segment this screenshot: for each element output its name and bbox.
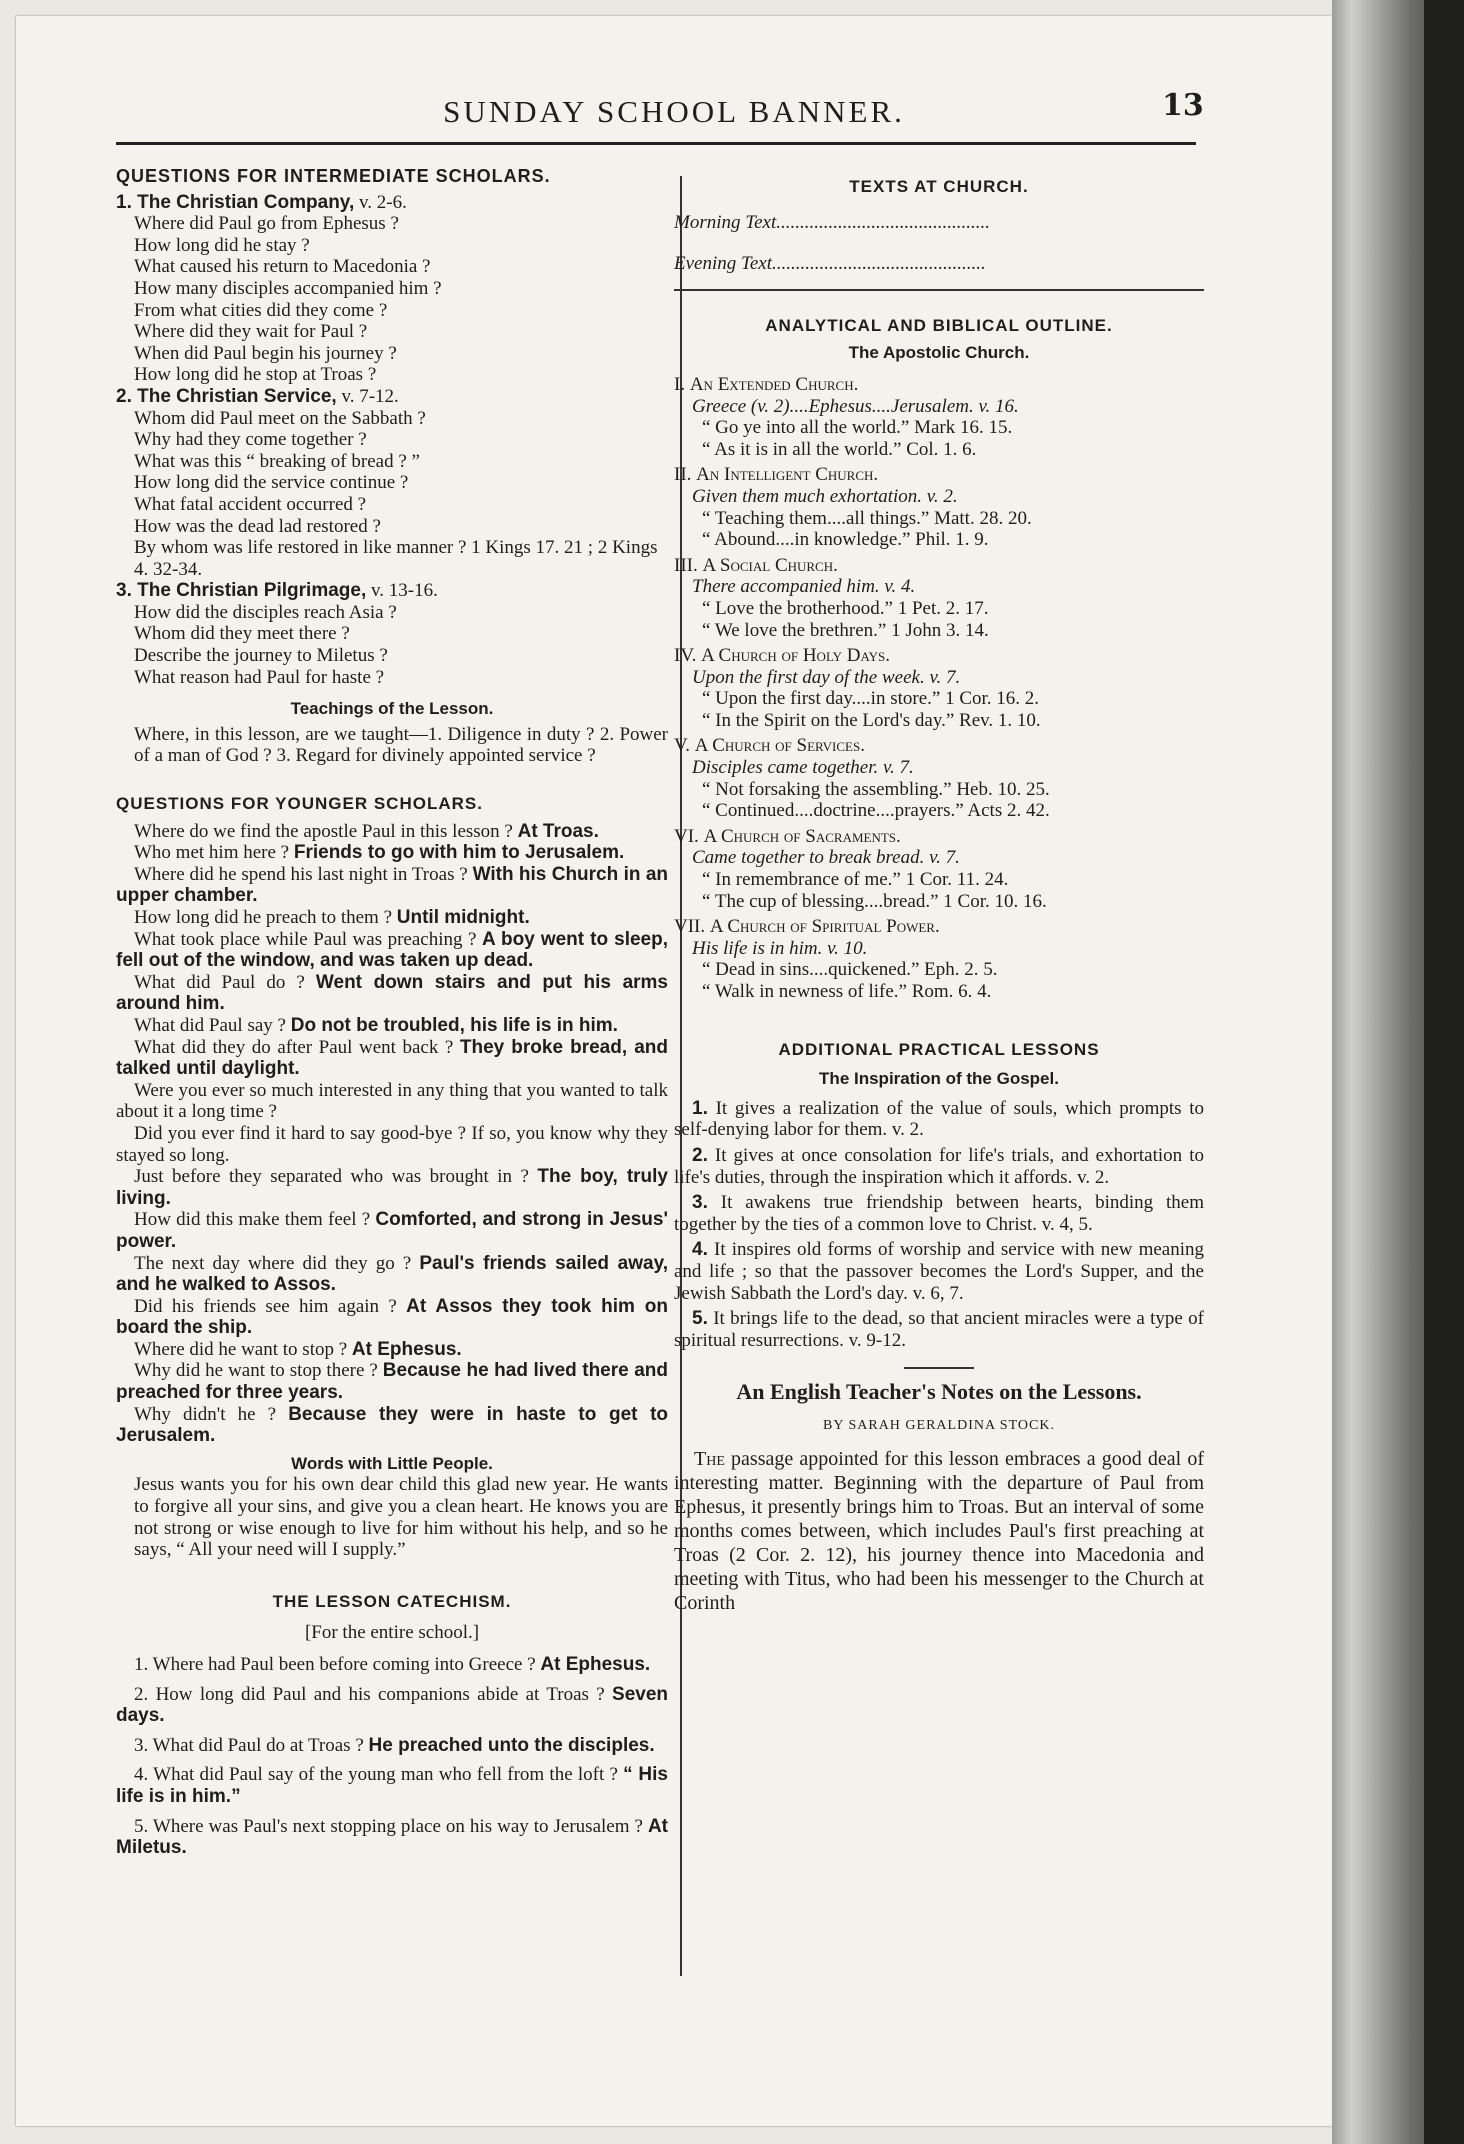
catechism-heading: THE LESSON CATECHISM. <box>272 1591 512 1611</box>
question-line: How did the disciples reach Asia ? <box>134 601 397 623</box>
outline-reference: “ Not forsaking the assembling.” Heb. 10. 25. <box>702 778 1050 800</box>
question-line: From what cities did they come ? <box>134 299 388 321</box>
catechism-item <box>116 1684 668 1727</box>
question-line: How long did the service continue ? <box>134 472 409 494</box>
page-number: 13 <box>1162 88 1204 123</box>
notes-text: passage appointed for this lesson embraces a good deal of interesting matter. Beginning with the departure of Paul from Ephesus, it presently brings him to Troas. But an interval of some months comes between, which includes Paul's first preaching at Troas (2 Cor. 2. 12), his journey thence into Macedonia and meeting with Titus, who had been his messenger to the Church at Corinth <box>674 1447 1204 1614</box>
outline-reference: “ In remembrance of me.” 1 Cor. 11. 24. <box>702 869 1009 891</box>
qa-item <box>116 1253 668 1296</box>
intermediate-heading: QUESTIONS FOR INTERMEDIATE SCHOLARS. <box>116 166 551 186</box>
practical-text: It awakens true friendship between hearts, binding them together by the ties of a common love to Christ. v. 4, 5. <box>674 1192 1205 1235</box>
answer-text: Do not be troubled, his life is in him. <box>290 1014 618 1036</box>
question-text: Did his friends see him again ? <box>134 1295 397 1317</box>
catechism-question: 4. What did Paul say of the young man who fell from the loft ? <box>134 1764 618 1786</box>
catechism-list <box>116 1654 668 1859</box>
intermediate-questions <box>116 192 668 689</box>
section-ref: v. 2-6. <box>354 191 407 213</box>
outline-title: A Social Church. <box>702 554 838 576</box>
teachings-heading: Teachings of the Lesson. <box>290 699 494 719</box>
question-text: Did you ever find it hard to say good-bye ? If so, you know why they stayed so long. <box>116 1122 668 1166</box>
question-text: How did this make them feel ? <box>134 1209 371 1231</box>
catechism-item <box>116 1735 668 1757</box>
answer-text: At Ephesus. <box>351 1338 462 1360</box>
catechism-answer: Seven days. <box>116 1683 669 1727</box>
answer-text: Went down stairs and put his arms around him. <box>116 971 668 1015</box>
question-line: Describe the journey to Miletus ? <box>134 645 388 667</box>
practical-item <box>674 1308 1204 1351</box>
qa-item <box>116 929 668 972</box>
answer-text: Paul's friends sailed away, and he walked to Assos. <box>116 1252 669 1296</box>
outline-list <box>674 374 1204 1003</box>
outline-subtitle: The Apostolic Church. <box>848 343 1030 363</box>
outline-lead: Given them much exhortation. v. 2. <box>692 485 958 507</box>
question-text: Where did he spend his last night in Troas ? <box>134 863 468 885</box>
outline-reference: “ The cup of blessing....bread.” 1 Cor. 10. 16. <box>702 890 1047 912</box>
answer-text: Comforted, and strong in Jesus' power. <box>116 1209 668 1252</box>
question-line: What caused his return to Macedonia ? <box>134 256 431 278</box>
answer-text: A boy went to sleep, fell out of the window, and was taken up dead. <box>116 928 668 972</box>
outline-title: A Church of Holy Days. <box>701 645 891 667</box>
outline-lead: Came together to break bread. v. 7. <box>692 847 960 869</box>
question-text: Were you ever so much interested in any thing that you wanted to talk about it a long time ? <box>116 1079 668 1123</box>
catechism-answer: He preached unto the disciples. <box>368 1734 655 1756</box>
catechism-item <box>116 1654 668 1676</box>
qa-item <box>116 1123 668 1166</box>
catechism-question: 3. What did Paul do at Troas ? <box>134 1734 364 1756</box>
outline-heading-line <box>674 735 1204 757</box>
question-text: Who met him here ? <box>134 842 290 864</box>
question-line: By whom was life restored in like manner ? 1 Kings 17. 21 ; 2 Kings 4. 32-34. <box>134 537 658 580</box>
outline-heading-line <box>674 645 1204 667</box>
outline-title: A Church of Sacraments. <box>703 825 901 847</box>
question-text: The next day where did they go ? <box>134 1252 412 1274</box>
catechism-item <box>116 1764 668 1807</box>
question-text: What did Paul say ? <box>134 1014 286 1036</box>
question-text: What took place while Paul was preaching ? <box>134 928 477 950</box>
outline-reference: “ Teaching them....all things.” Matt. 28. 20. <box>702 507 1032 529</box>
question-line: How long did he stop at Troas ? <box>134 364 377 386</box>
section-title-text: 3. The Christian Pilgrimage, <box>116 580 367 602</box>
question-text: How long did he preach to them ? <box>134 907 393 928</box>
question-text: Where do we find the apostle Paul in this lesson ? <box>134 820 513 842</box>
outline-lead: Greece (v. 2)....Ephesus....Jerusalem. v. 16. <box>692 395 1019 417</box>
qa-item <box>116 864 668 907</box>
qa-item <box>116 1404 668 1447</box>
question-text: Where did he want to stop ? <box>134 1338 348 1360</box>
question-text: What did Paul do ? <box>134 971 305 993</box>
question-line: How many disciples accompanied him ? <box>134 277 442 299</box>
question-line: Why had they come together ? <box>134 429 367 451</box>
outline-number: III. <box>674 554 698 576</box>
catechism-answer: At Miletus. <box>116 1815 668 1859</box>
notes-body <box>674 1447 1204 1615</box>
practical-number: 5. <box>692 1308 708 1330</box>
question-line: How was the dead lad restored ? <box>134 515 381 537</box>
question-line: Whom did Paul meet on the Sabbath ? <box>134 407 426 429</box>
section-ref: v. 13-16. <box>366 580 438 602</box>
section-ref: v. 7-12. <box>336 385 399 407</box>
question-line: Where did they wait for Paul ? <box>134 321 368 343</box>
qa-item <box>116 1360 668 1403</box>
page-sheet <box>16 16 1332 2126</box>
section-title-text: 2. The Christian Service, <box>116 385 337 407</box>
texts-rule <box>674 289 1204 291</box>
outline-heading: ANALYTICAL AND BIBLICAL OUTLINE. <box>765 315 1113 335</box>
practical-text: It gives at once consolation for life's trials, and exhortation to life's duties, through the inspiration which it affords. v. 2. <box>674 1144 1204 1188</box>
outline-reference: “ We love the brethren.” 1 John 3. 14. <box>702 619 989 641</box>
outline-heading-line <box>674 916 1204 938</box>
practical-heading: ADDITIONAL PRACTICAL LESSONS <box>778 1039 1100 1059</box>
outline-number: VI. <box>674 825 699 847</box>
qa-item <box>116 1166 668 1209</box>
answer-text: Because they were in haste to get to Jerusalem. <box>116 1403 669 1447</box>
outline-number: VII. <box>674 916 706 938</box>
qa-item <box>116 821 668 843</box>
outline-heading-line <box>674 464 1204 486</box>
answer-text: The boy, truly living. <box>116 1166 668 1209</box>
outline-lead: There accompanied him. v. 4. <box>692 576 916 598</box>
question-text: Why didn't he ? <box>134 1403 277 1425</box>
catechism-subtitle: [For the entire school.] <box>304 1622 480 1644</box>
outline-number: IV. <box>674 645 697 667</box>
outline-number: II. <box>674 464 692 486</box>
practical-subtitle: The Inspiration of the Gospel. <box>819 1069 1059 1089</box>
book-edge-shadow <box>1424 0 1464 2144</box>
notes-byline: BY SARAH GERALDINA STOCK. <box>823 1418 1055 1434</box>
outline-reference: “ In the Spirit on the Lord's day.” Rev. 1. 10. <box>702 709 1041 731</box>
teachings-text: Where, in this lesson, are we taught—1. Diligence in duty ? 2. Power of a man of God ? 3. Regard for divinely appointed service ? <box>134 723 668 767</box>
catechism-answer: At Ephesus. <box>540 1654 651 1675</box>
outline-heading-line <box>674 555 1204 577</box>
younger-heading: QUESTIONS FOR YOUNGER SCHOLARS. <box>116 794 483 814</box>
outline-reference: “ As it is in all the world.” Col. 1. 6. <box>702 438 977 460</box>
practical-item <box>674 1239 1204 1304</box>
morning-text-label: Morning Text <box>674 211 777 233</box>
catechism-question: 2. How long did Paul and his companions abide at Troas ? <box>134 1683 605 1705</box>
notes-rule <box>904 1367 974 1369</box>
question-line: When did Paul begin his journey ? <box>134 342 397 364</box>
header-rule <box>116 142 1196 145</box>
outline-title: A Church of Spiritual Power. <box>709 916 940 938</box>
morning-text-dots: ............................................. <box>776 211 990 233</box>
texts-heading: TEXTS AT CHURCH. <box>849 177 1029 196</box>
practical-item <box>674 1145 1204 1188</box>
outline-title: A Church of Services. <box>694 735 865 757</box>
outline-lead: Upon the first day of the week. v. 7. <box>692 666 961 688</box>
practical-number: 1. <box>692 1097 708 1119</box>
question-line: Where did Paul go from Ephesus ? <box>134 213 399 235</box>
qa-item <box>116 1037 668 1080</box>
outline-reference: “ Love the brotherhood.” 1 Pet. 2. 17. <box>702 597 989 619</box>
answer-text: At Assos they took him on board the ship. <box>116 1295 669 1339</box>
practical-number: 4. <box>692 1239 708 1261</box>
outline-reference: “ Abound....in knowledge.” Phil. 1. 9. <box>702 529 989 551</box>
practical-list <box>674 1098 1204 1352</box>
question-line: What reason had Paul for haste ? <box>134 666 385 688</box>
catechism-item <box>116 1816 668 1859</box>
outline-lead: His life is in him. v. 10. <box>692 937 868 959</box>
answer-text: Until midnight. <box>396 907 530 928</box>
answer-text: Friends to go with him to Jerusalem. <box>293 842 625 864</box>
qa-item <box>116 1209 668 1252</box>
section-title <box>116 580 668 602</box>
answer-text: They broke bread, and talked until daylight. <box>116 1036 668 1080</box>
section-title-text: 1. The Christian Company, <box>116 191 355 213</box>
practical-text: It brings life to the dead, so that ancient miracles were a type of spiritual resurrections. v. 9-12. <box>674 1308 1204 1351</box>
evening-text-dots: ............................................. <box>771 253 986 275</box>
qa-item <box>116 842 668 864</box>
words-heading: Words with Little People. <box>291 1453 493 1473</box>
answer-text: At Troas. <box>517 820 599 842</box>
question-line: Whom did they meet there ? <box>134 623 350 645</box>
outline-heading-line <box>674 826 1204 848</box>
outline-number: I. <box>674 373 686 395</box>
younger-questions <box>116 821 668 1447</box>
outline-reference: “ Dead in sins....quickened.” Eph. 2. 5. <box>702 959 998 981</box>
evening-text-label: Evening Text <box>674 253 772 275</box>
outline-reference: “ Go ye into all the world.” Mark 16. 15. <box>702 417 1013 439</box>
question-text: What did they do after Paul went back ? <box>134 1036 454 1058</box>
outline-lead: Disciples came together. v. 7. <box>692 757 914 779</box>
practical-item <box>674 1192 1204 1235</box>
outline-heading-line <box>674 374 1204 396</box>
catechism-question: 5. Where was Paul's next stopping place on his way to Jerusalem ? <box>134 1815 643 1837</box>
question-line: How long did he stay ? <box>134 234 310 256</box>
outline-title: An Extended Church. <box>689 373 859 395</box>
question-text: Why did he want to stop there ? <box>134 1360 378 1382</box>
practical-item <box>674 1098 1204 1141</box>
right-column <box>674 166 1204 1615</box>
qa-item <box>116 1080 668 1123</box>
question-line: What fatal accident occurred ? <box>134 493 367 515</box>
notes-heading: An English Teacher's Notes on the Lessons. <box>736 1379 1142 1405</box>
outline-reference: “ Walk in newness of life.” Rom. 6. 4. <box>702 981 992 1002</box>
practical-text: It inspires old forms of worship and service with new meaning and life ; so that the passover becomes the Lord's Supper, and the Jewish Sabbath the Lord's day. v. 6, 7. <box>674 1239 1204 1304</box>
qa-item <box>116 907 668 929</box>
evening-text-line <box>674 253 1204 275</box>
running-header: SUNDAY SCHOOL BANNER. <box>443 94 905 129</box>
notes-lead-word: The <box>694 1447 725 1470</box>
morning-text-line <box>674 212 1204 234</box>
left-column <box>116 166 668 1867</box>
answer-text: With his Church in an upper chamber. <box>116 863 669 907</box>
section-title <box>116 386 668 408</box>
question-text: Just before they separated who was brought in ? <box>134 1166 529 1188</box>
practical-number: 2. <box>692 1144 708 1166</box>
qa-item <box>116 1339 668 1361</box>
words-text: Jesus wants you for his own dear child this glad new year. He wants to forgive all your sins, and give you a clean heart. He knows you are not strong or wise enough to live for him without his help, and so he says, “ All your need will I supply.” <box>134 1474 668 1561</box>
question-line: What was this “ breaking of bread ? ” <box>134 450 420 472</box>
outline-reference: “ Upon the first day....in store.” 1 Cor. 16. 2. <box>702 688 1040 710</box>
catechism-question: 1. Where had Paul been before coming into Greece ? <box>134 1654 536 1675</box>
answer-text: Because he had lived there and preached for three years. <box>116 1360 669 1404</box>
qa-item <box>116 1296 668 1339</box>
catechism-answer: “ His life is in him.” <box>116 1764 668 1807</box>
outline-title: An Intelligent Church. <box>696 464 879 486</box>
outline-number: V. <box>674 735 691 757</box>
practical-number: 3. <box>692 1192 708 1214</box>
qa-item <box>116 972 668 1015</box>
section-title <box>116 192 668 214</box>
qa-item <box>116 1015 668 1037</box>
outline-reference: “ Continued....doctrine....prayers.” Acts 2. 42. <box>702 800 1050 822</box>
practical-text: It gives a realization of the value of souls, which prompts to self-denying labor for them. v. 2. <box>674 1097 1205 1141</box>
